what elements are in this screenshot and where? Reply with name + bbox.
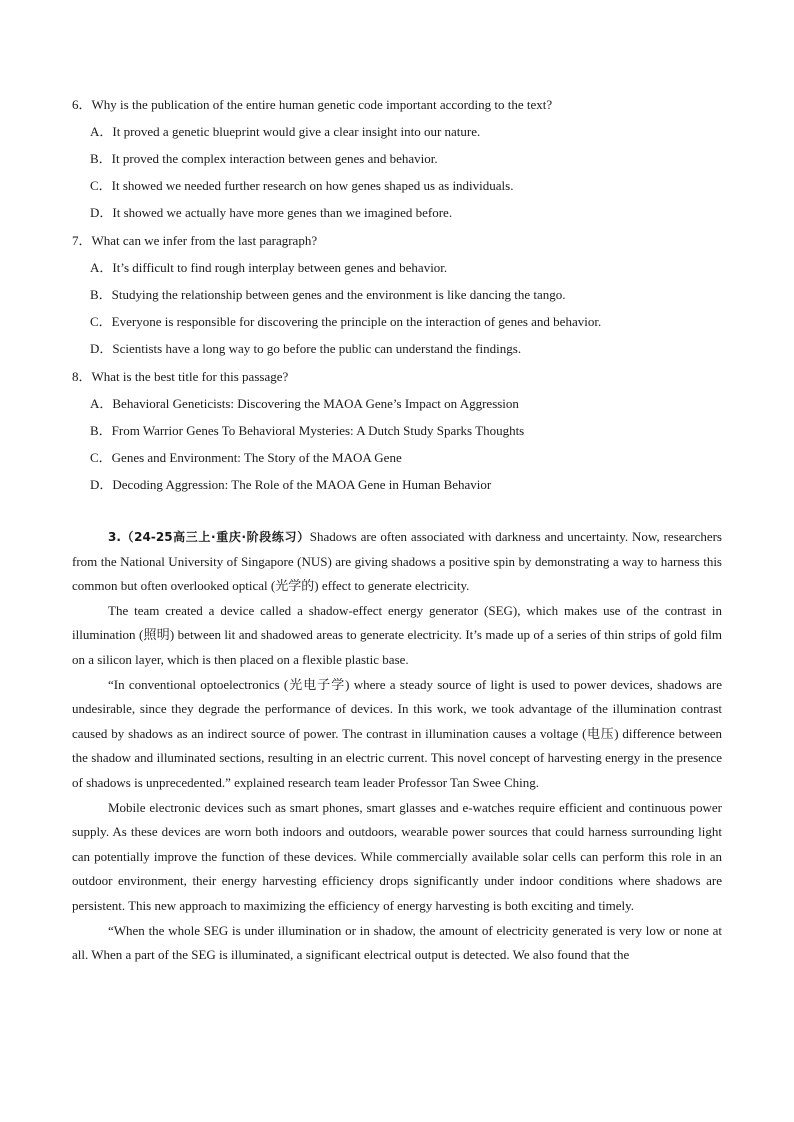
question-7 <box>72 227 732 362</box>
passage-paragraph-3: “In conventional optoelectronics (光电子学) where a steady source of light is used to power devices, shadows are undesirable, since they degrade the performance of devices. In this work, we took advantage of the illumination contrast caused by shadows as an indirect source of power. The contrast in illumination causes a voltage (电压) difference between the shadow and illuminated sections, resulting in an electric current. This novel concept of harvesting energy in the presence of shadows is unprecedented.” explained research team leader Professor Tan Swee Ching. <box>72 676 722 790</box>
option-a: A．Behavioral Geneticists: Discovering the MAOA Gene’s Impact on Aggression <box>90 396 519 411</box>
option-b: B．From Warrior Genes To Behavioral Mysteries: A Dutch Study Sparks Thoughts <box>90 423 525 438</box>
option-c: C．It showed we needed further research on how genes shaped us as individuals. <box>90 178 514 193</box>
question-8 <box>72 363 732 498</box>
reading-passage-3 <box>72 525 722 968</box>
passage-paragraph-2: The team created a device called a shadow-effect energy generator (SEG), which makes use of the contrast in illumination (照明) between lit and shadowed areas to generate electricity. It’s made up of a series of thin strips of gold film on a silicon layer, which is then placed on a flexible plastic base. <box>72 602 722 667</box>
question-stem: 6．Why is the publication of the entire human genetic code important according to the text? <box>72 97 553 112</box>
passage-paragraph-1 <box>72 525 722 599</box>
option-a: A．It’s difficult to find rough interplay between genes and behavior. <box>90 260 448 275</box>
option-c: C．Genes and Environment: The Story of the MAOA Gene <box>90 450 402 465</box>
option-d: D．Decoding Aggression: The Role of the MAOA Gene in Human Behavior <box>90 477 492 492</box>
option-a: A．It proved a genetic blueprint would give a clear insight into our nature. <box>90 124 481 139</box>
passage-paragraph-5: “When the whole SEG is under illumination or in shadow, the amount of electricity generated is very low or none at all. When a part of the SEG is illuminated, a significant electrical output is detected. We also found that the <box>72 922 722 963</box>
option-b: B．Studying the relationship between genes and the environment is like dancing the tango. <box>90 287 566 302</box>
option-d: D．Scientists have a long way to go before the public can understand the findings. <box>90 341 522 356</box>
question-6 <box>72 91 732 226</box>
passage-paragraph-4: Mobile electronic devices such as smart phones, smart glasses and e-watches require efficient and continuous power supply. As these devices are worn both indoors and outdoors, wearable power sources that could harness surrounding light can potentially improve the function of these devices. While commercially available solar cells can perform this role in an outdoor environment, their energy harvesting efficiency drops significantly under indoor conditions where shadows are persistent. This new approach to maximizing the efficiency of energy harvesting is both exciting and timely. <box>72 799 722 913</box>
option-b: B．It proved the complex interaction between genes and behavior. <box>90 151 438 166</box>
question-stem: 7．What can we infer from the last paragraph? <box>72 233 318 248</box>
passage-source-label: 3.（24-25高三上·重庆·阶段练习） <box>108 530 310 544</box>
option-d: D．It showed we actually have more genes than we imagined before. <box>90 205 453 220</box>
option-c: C．Everyone is responsible for discovering the principle on the interaction of genes and behavior. <box>90 314 602 329</box>
question-stem: 8．What is the best title for this passage? <box>72 369 289 384</box>
paragraph-text: Shadows are often associated with darkness and uncertainty. Now, researchers from the National University of Singapore (NUS) are giving shadows a positive spin by demonstrating a way to harness this common but often overlooked optical (光学的) effect to generate electricity. <box>72 529 722 594</box>
